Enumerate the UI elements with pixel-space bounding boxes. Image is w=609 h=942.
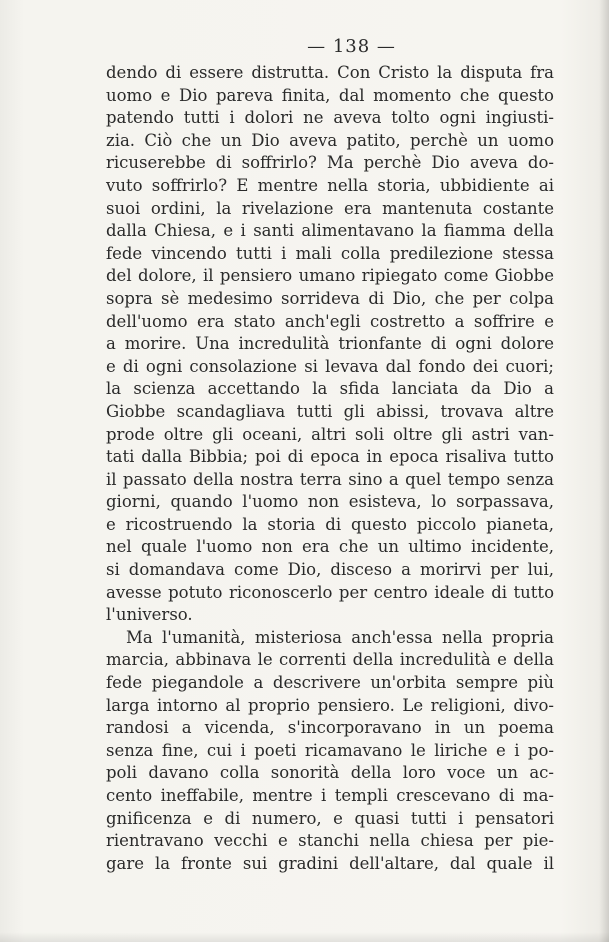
text-line: si domandava come Dio, disceso a morirvi per lui, [106, 560, 554, 580]
text-line: sopra sè medesimo sorrideva di Dio, che per colpa [106, 288, 554, 308]
text-line: fede vincendo tutti i mali colla predilezione stessa [106, 243, 554, 263]
text-line: giorni, quando l'uomo non esisteva, lo sorpassava, [106, 492, 554, 512]
text-line: Giobbe scandagliava tutti gli abissi, trovava altre [106, 401, 554, 421]
text-line: marcia, abbinava le correnti della incredulità e della [106, 650, 554, 670]
text-line: rientravano vecchi e stanchi nella chiesa per pie- [106, 831, 554, 851]
text-line: vuto soffrirlo? E mentre nella storia, ubbidiente ai [106, 175, 554, 195]
text-line: larga intorno al proprio pensiero. Le religioni, divo- [106, 695, 554, 715]
text-line: fede piegandole a descrivere un'orbita sempre più [106, 673, 554, 693]
text-line: il passato della nostra terra sino a quel tempo senza [106, 469, 554, 489]
text-line: prode oltre gli oceani, altri soli oltre gli astri van- [106, 424, 554, 444]
text-line: dalla Chiesa, e i santi alimentavano la fiamma della [106, 221, 554, 241]
text-line: la scienza accettando la sfida lanciata da Dio a [106, 379, 554, 399]
paragraph-start-line: Ma l'umanità, misteriosa anch'essa nella propria [126, 627, 554, 647]
text-line: cento ineffabile, mentre i templi crescevano di ma- [106, 786, 554, 805]
text-line: avesse potuto riconoscerlo per centro ideale di tutto [106, 582, 554, 602]
page-bottom-shadow [0, 932, 609, 942]
paragraph-end-line: l'universo. [106, 605, 193, 625]
text-line: gnificenza e di numero, e quasi tutti i pensatori [106, 808, 554, 828]
text-line: suoi ordini, la rivelazione era mantenuta costante [106, 198, 554, 218]
text-line: nel quale l'uomo non era che un ultimo incidente, [106, 537, 554, 557]
text-line: zia. Ciò che un Dio aveva patito, perchè un uomo [106, 130, 554, 150]
text-line: e di ogni consolazione si levava dal fondo dei cuori; [106, 356, 554, 376]
text-line: a morire. Una incredulità trionfante di ogni dolore [106, 334, 554, 354]
text-line: poli davano colla sonorità della loro voce un ac- [106, 763, 554, 783]
text-line: e ricostruendo la storia di questo piccolo pianeta, [106, 514, 554, 534]
text-line: senza fine, cui i poeti ricamavano le liriche e i po- [106, 740, 554, 760]
page-number: — 138 — [307, 36, 396, 57]
page-edge-shadow [599, 0, 609, 942]
text-line: dendo di essere distrutta. Con Cristo la disputa fra [106, 63, 554, 82]
text-line: dell'uomo era stato anch'egli costretto a soffrire e [106, 311, 554, 331]
text-line: ricuserebbe di soffrirlo? Ma perchè Dio aveva do- [106, 153, 554, 173]
text-line: patendo tutti i dolori ne aveva tolto ogni ingiusti- [106, 108, 554, 128]
text-line: randosi a vicenda, s'incorporavano in un poema [106, 718, 554, 738]
text-line: gare la fronte sui gradini dell'altare, dal quale il [106, 853, 554, 873]
text-line: tati dalla Bibbia; poi di epoca in epoca risaliva tutto [106, 447, 554, 467]
text-line: del dolore, il pensiero umano ripiegato come Giobbe [106, 266, 554, 286]
body-text [106, 62, 554, 875]
text-line: uomo e Dio pareva finita, dal momento che questo [106, 85, 554, 105]
